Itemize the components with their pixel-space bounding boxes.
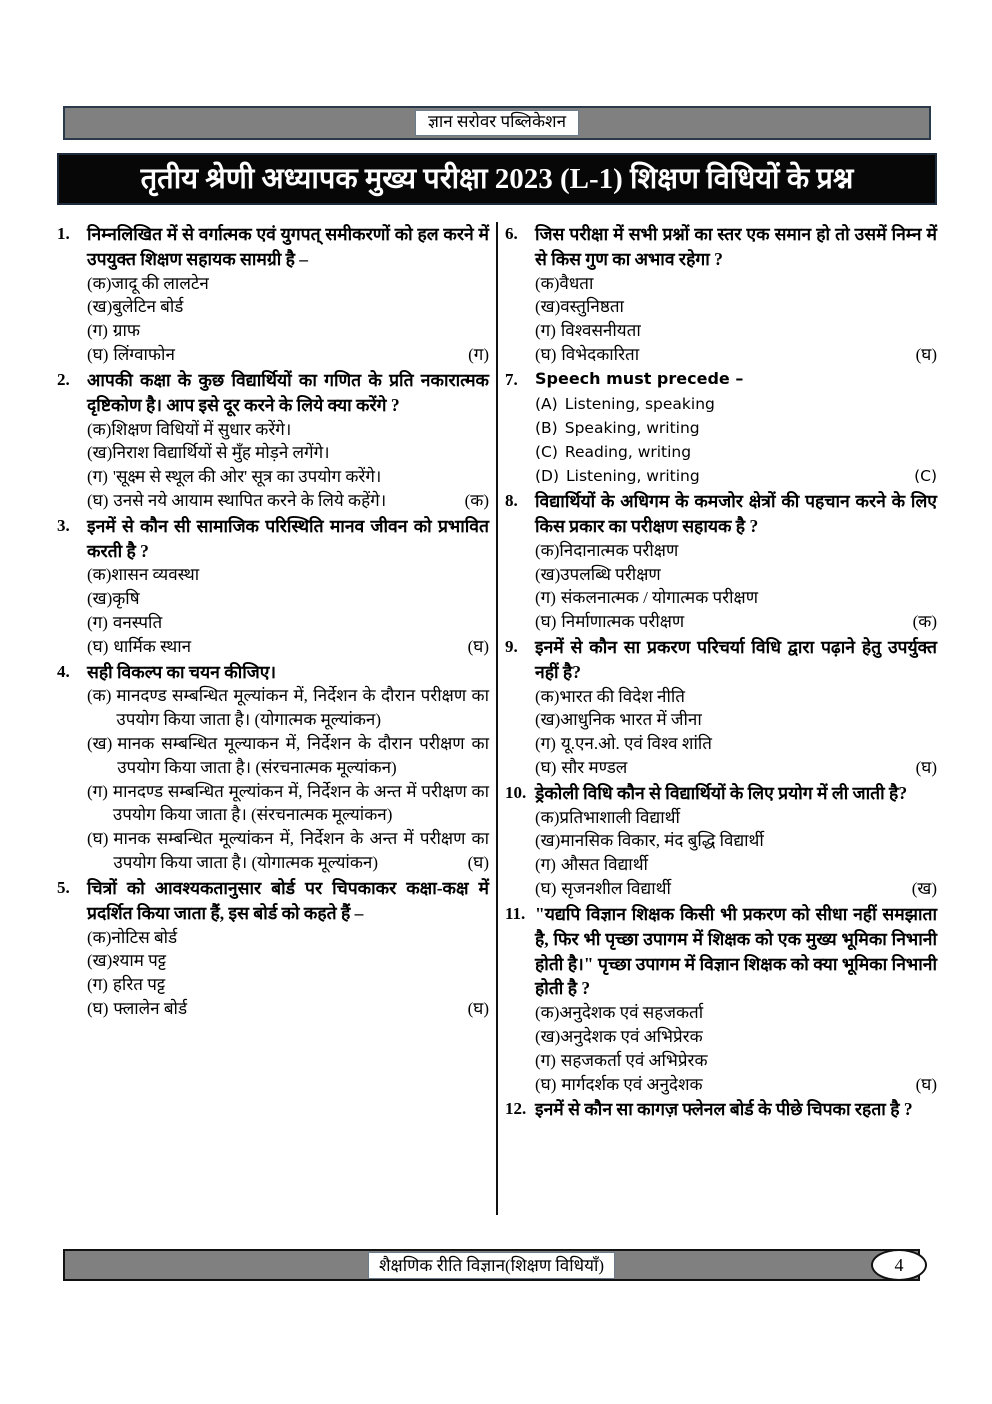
option-body: [113, 611, 489, 635]
option-label: (क): [87, 565, 112, 585]
right-question-column: [505, 222, 937, 1123]
question-header: [505, 222, 937, 272]
question-text: इनमें से कौन सा प्रकरण परिचर्या विधि द्वारा पढ़ाने हेतु उपर्युक्त नहीं है?: [535, 636, 937, 682]
answer-key: (C): [914, 467, 937, 486]
answer-key: (ग): [468, 345, 489, 365]
option-body: [559, 272, 937, 296]
option-text: हरित पट्ट: [112, 975, 166, 995]
option-text: मानसिक विकार, मंद बुद्धि विद्यार्थी: [560, 831, 764, 851]
option-label: (ग): [535, 1050, 556, 1070]
question-header: [57, 514, 489, 564]
option-item[interactable]: [57, 949, 489, 973]
option-text: बुलेटिन बोर्ड: [112, 297, 184, 317]
column-divider: [496, 222, 498, 1215]
option-list: [505, 806, 937, 901]
option-body: [113, 343, 489, 367]
option-item[interactable]: [505, 610, 937, 634]
option-text: शिक्षण विधियों में सुधार करेंगे।: [111, 419, 292, 439]
option-item[interactable]: [505, 1049, 937, 1073]
option-item[interactable]: [505, 392, 937, 416]
option-label: (घ): [535, 1074, 557, 1094]
publisher-name: ज्ञान सरोवर पब्लिकेशन: [415, 110, 579, 136]
option-item[interactable]: [57, 997, 489, 1021]
option-item[interactable]: [57, 732, 489, 780]
option-item[interactable]: [505, 1025, 937, 1049]
option-text: कृषि: [112, 589, 140, 609]
answer-key: (घ): [467, 998, 489, 1018]
option-item[interactable]: [57, 827, 489, 875]
option-label: (ख): [87, 443, 113, 463]
option-text: विभेदकारिता: [561, 345, 640, 365]
option-body: [559, 539, 937, 563]
option-text: अनुदेशक एवं अभिप्रेरक: [560, 1027, 703, 1047]
question-text: इनमें से कौन सा कागज़ फ्लेनल बोर्ड के पीछे चिपका रहता है ?: [535, 1099, 913, 1120]
question-number: 12.: [505, 1099, 527, 1119]
option-body: [561, 732, 937, 756]
footer-subject-label: शैक्षणिक रीति विज्ञान(शिक्षण विधियाँ): [368, 1252, 615, 1279]
option-item[interactable]: [57, 684, 489, 732]
option-body: [112, 441, 489, 465]
option-body: [112, 587, 489, 611]
option-item[interactable]: [505, 416, 937, 440]
question-number: 5.: [57, 877, 70, 897]
option-list: [505, 272, 937, 367]
option-text: Reading, writing: [564, 443, 692, 462]
option-item[interactable]: [57, 489, 489, 513]
option-item[interactable]: [57, 587, 489, 611]
answer-key: (घ): [915, 345, 937, 365]
question-item: [57, 514, 489, 659]
option-body: [111, 418, 489, 442]
option-item[interactable]: [505, 1001, 937, 1025]
option-list: [57, 418, 489, 513]
option-body: [561, 756, 937, 780]
option-item[interactable]: [57, 926, 489, 950]
question-text: ड्रेकोली विधि कौन से विद्यार्थियों के लिए प्रयोग में ली जाती है?: [535, 782, 908, 803]
question-text: इनमें से कौन सी सामाजिक परिस्थिति मानव जीवन को प्रभावित करती है ?: [87, 515, 489, 561]
option-body: [111, 926, 489, 950]
option-item[interactable]: [57, 343, 489, 367]
question-number: 8.: [505, 491, 518, 511]
question-number: 4.: [57, 661, 70, 681]
question-header: [57, 876, 489, 926]
option-body: [560, 829, 937, 853]
answer-key: (क): [912, 612, 937, 632]
option-text: निराश विद्यार्थियों से मुँह मोड़ने लगेंगे।: [112, 443, 330, 463]
option-text: जादू की लालटेन: [111, 273, 209, 293]
question-number: 10.: [505, 782, 527, 802]
option-body: [559, 806, 937, 830]
option-text: 'सूक्ष्म से स्थूल की ओर' सूत्र का उपयोग करेंगे।: [112, 467, 382, 487]
option-label: (घ): [535, 758, 557, 778]
option-label: (ग): [535, 588, 556, 608]
option-item[interactable]: [505, 732, 937, 756]
question-text: सही विकल्प का चयन कीजिए।: [87, 661, 277, 682]
option-body: [561, 1049, 937, 1073]
option-label: (घ): [87, 829, 109, 849]
option-body: [113, 465, 489, 489]
option-label: (क): [535, 686, 560, 706]
option-label: (क): [535, 273, 560, 293]
question-header: [57, 222, 489, 272]
option-label: (घ): [87, 636, 109, 656]
option-item[interactable]: [505, 295, 937, 319]
option-item[interactable]: [57, 272, 489, 296]
option-text: ग्राफ: [112, 321, 141, 341]
option-body: [113, 319, 489, 343]
question-header: [505, 489, 937, 539]
question-text: "यद्यपि विज्ञान शिक्षक किसी भी प्रकरण को सीधा नहीं समझाता है, फिर भी पृच्छा उपागम में शिक्षक को एक मुख्य भूमिका निभानी होती है।" पृच्छा उपागम में विज्ञान शिक्षक को क्या भूमिका निभानी होती है ?: [535, 903, 937, 999]
option-text: प्रतिभाशाली विद्यार्थी: [559, 807, 680, 827]
option-item[interactable]: [505, 877, 937, 901]
option-list: [57, 563, 489, 658]
option-item[interactable]: [57, 973, 489, 997]
option-text: सहजकर्ता एवं अभिप्रेरक: [560, 1050, 708, 1070]
option-text-body: मानदण्ड सम्बन्धित मूल्यांकन में, निर्देशन के दौरान परीक्षण का उपयोग किया जाता है। (योगात्मक मूल्यांकन): [116, 686, 489, 730]
option-body: [561, 343, 937, 367]
option-list: [505, 539, 937, 634]
option-text: सृजनशील विद्यार्थी: [561, 879, 671, 899]
option-item[interactable]: [505, 853, 937, 877]
question-item: [505, 222, 937, 367]
option-label: (क): [535, 540, 560, 560]
option-body: [111, 563, 489, 587]
option-body: [561, 1073, 937, 1097]
option-text: [117, 732, 489, 780]
option-text: [113, 780, 489, 828]
question-header: [505, 1097, 937, 1122]
option-item[interactable]: [505, 586, 937, 610]
question-text: निम्नलिखित में से वर्गात्मक एवं युगपत् समीकरणों को हल करने में उपयुक्त शिक्षण सहायक सामग्री है –: [87, 224, 489, 269]
option-item[interactable]: [57, 319, 489, 343]
option-text-body: मानक सम्बन्धित मूल्याकन में, निर्देशन के दौरान परीक्षण का उपयोग किया जाता है। (संरचनात्मक मूल्यांकन): [117, 734, 489, 777]
option-label: (ख): [535, 297, 561, 317]
option-label: (ख): [87, 734, 113, 754]
option-text: उनसे नये आयाम स्थापित करने के लिये कहेंगे।: [113, 490, 387, 510]
option-item[interactable]: [57, 465, 489, 489]
option-text: श्याम पट्ट: [112, 951, 167, 971]
option-label: (ख): [535, 710, 561, 730]
answer-key: (क): [464, 490, 489, 510]
option-list: [505, 1001, 937, 1096]
question-text: चित्रों को आवश्यकतानुसार बोर्ड पर चिपकाकर कक्षा-कक्ष में प्रदर्शित किया जाता हैं, इस बोर्ड को कहते हैं –: [87, 877, 489, 923]
question-header: [57, 660, 489, 685]
option-text: वस्तुनिष्ठता: [560, 297, 624, 317]
option-label: (ग): [87, 781, 108, 801]
option-item[interactable]: [505, 440, 937, 464]
question-number: 9.: [505, 636, 518, 656]
option-label: (ख): [535, 1027, 561, 1047]
question-number: 7.: [505, 369, 518, 389]
option-text: [116, 684, 489, 732]
option-body: [111, 272, 489, 296]
option-body: [559, 1001, 937, 1025]
answer-key: (घ): [915, 758, 937, 778]
option-label: (ख): [535, 831, 561, 851]
question-number: 1.: [57, 224, 70, 243]
option-body: [112, 949, 489, 973]
option-text: भारत की विदेश नीति: [559, 686, 685, 706]
option-body: [560, 295, 937, 319]
option-item[interactable]: [57, 635, 489, 659]
option-label: (D): [535, 467, 560, 486]
option-item[interactable]: [57, 441, 489, 465]
option-item[interactable]: [57, 295, 489, 319]
option-text: मार्गदर्शक एवं अनुदेशक: [561, 1074, 703, 1094]
option-text: वनस्पति: [112, 613, 163, 633]
question-header: [505, 368, 937, 392]
option-label: (ग): [535, 855, 556, 875]
option-body: [561, 853, 937, 877]
option-body: [565, 416, 937, 440]
question-text: Speech must precede –: [535, 368, 744, 388]
question-text: जिस परीक्षा में सभी प्रश्नों का स्तर एक समान हो तो उसमें निम्न में से किस गुण का अभाव रहेगा ?: [535, 224, 937, 269]
question-item: [505, 635, 937, 780]
option-body: [112, 295, 489, 319]
option-text: आधुनिक भारत में जीना: [560, 710, 702, 730]
question-item: [57, 222, 489, 367]
option-label: (ग): [535, 734, 556, 754]
question-item: [57, 876, 489, 1021]
option-label: (ख): [87, 297, 113, 317]
option-body: [113, 973, 489, 997]
question-item: [505, 902, 937, 1097]
option-text: Listening, writing: [566, 467, 700, 486]
option-body: [113, 635, 489, 659]
option-list: [57, 926, 489, 1021]
option-list: [505, 685, 937, 780]
option-body: [560, 563, 937, 587]
option-item[interactable]: [505, 829, 937, 853]
option-body: [565, 392, 937, 416]
option-label: (क): [535, 807, 560, 827]
answer-key: (घ): [467, 853, 489, 873]
question-number: 6.: [505, 224, 518, 243]
question-text: आपकी कक्षा के कुछ विद्यार्थियों का गणित के प्रति नकारात्मक दृष्टिकोण है। आप इसे दूर करने के लिये क्या करेंगे ?: [87, 369, 489, 415]
footer-bar: [63, 1249, 920, 1281]
option-text: उपलब्धि परीक्षण: [560, 564, 661, 584]
option-item[interactable]: [505, 319, 937, 343]
option-body: [113, 489, 489, 513]
option-label: (घ): [535, 612, 557, 632]
question-number: 11.: [505, 903, 526, 923]
option-label: (ग): [87, 321, 108, 341]
option-text-body: मानक सम्बन्धित मूल्यांकन में, निर्देशन के अन्त में परीक्षण का उपयोग किया जाता है। (योगात्मक मूल्यांकन): [113, 829, 489, 873]
option-item[interactable]: [505, 708, 937, 732]
option-label: (A): [535, 395, 558, 413]
option-label: (घ): [87, 490, 109, 510]
option-body: [561, 610, 937, 634]
page-number-badge: 4: [871, 1249, 927, 1281]
question-header: [505, 902, 937, 1001]
option-body: [113, 997, 489, 1021]
question-columns: [57, 222, 937, 1222]
option-text: नोटिस बोर्ड: [111, 927, 178, 947]
left-question-column: [57, 222, 489, 1022]
option-body: [560, 708, 937, 732]
option-text: Listening, speaking: [564, 395, 715, 413]
question-header: [57, 368, 489, 418]
option-text: धार्मिक स्थान: [113, 636, 192, 656]
option-text: निर्माणात्मक परीक्षण: [561, 612, 685, 632]
option-item[interactable]: [505, 563, 937, 587]
option-text: निदानात्मक परीक्षण: [559, 540, 679, 560]
option-label: (ख): [87, 589, 113, 609]
option-text: वैधता: [559, 273, 594, 293]
question-item: [505, 368, 937, 488]
question-text: विद्यार्थियों के अधिगम के कमजोर क्षेत्रों की पहचान करने के लिए किस प्रकार का परीक्षण सहायक है ?: [535, 491, 937, 536]
option-label: (घ): [535, 345, 557, 365]
option-text: Speaking, writing: [564, 419, 700, 438]
option-label: (ख): [535, 564, 561, 584]
option-text: शासन व्यवस्था: [111, 565, 200, 585]
answer-key: (ख): [911, 879, 937, 899]
option-label: (क): [87, 273, 112, 293]
answer-key: (घ): [467, 636, 489, 656]
question-header: [505, 781, 937, 806]
question-item: [505, 1097, 937, 1122]
option-item[interactable]: [57, 780, 489, 828]
option-body: [561, 586, 937, 610]
question-item: [57, 368, 489, 513]
option-text: संकलनात्मक / योगात्मक परीक्षण: [560, 588, 759, 608]
option-label: (B): [535, 419, 558, 438]
option-label: (घ): [87, 345, 109, 365]
option-label: (क): [87, 927, 112, 947]
option-text-body: मानदण्ड सम्बन्धित मूल्यांकन में, निर्देशन के अन्त में परीक्षण का उपयोग किया जाता है। (संरचनात्मक मूल्यांकन): [112, 781, 489, 825]
option-list: [505, 392, 937, 488]
option-item[interactable]: [505, 685, 937, 709]
question-item: [57, 660, 489, 875]
option-label: (ग): [535, 321, 556, 341]
option-item[interactable]: [505, 1073, 937, 1097]
option-body: [561, 319, 937, 343]
option-text: औसत विद्यार्थी: [560, 855, 648, 875]
answer-key: (घ): [915, 1074, 937, 1094]
option-item[interactable]: [57, 611, 489, 635]
option-list: [57, 272, 489, 367]
option-text: अनुदेशक एवं सहजकर्ता: [559, 1003, 704, 1023]
exam-title-bar: [57, 153, 937, 205]
option-body: [565, 440, 937, 464]
option-label: (क): [535, 1003, 560, 1023]
option-label: (ग): [87, 975, 108, 995]
option-body: [566, 464, 937, 488]
option-text: यू.एन.ओ. एवं विश्व शांति: [560, 734, 712, 754]
option-item[interactable]: [505, 539, 937, 563]
question-item: [505, 489, 937, 634]
option-label: (ग): [87, 613, 108, 633]
option-item[interactable]: [505, 343, 937, 367]
option-body: [559, 685, 937, 709]
option-body: [560, 1025, 937, 1049]
option-text: फ्लालेन बोर्ड: [113, 998, 188, 1018]
page-title: तृतीय श्रेणी अध्यापक मुख्य परीक्षा 2023 (L-1) शिक्षण विधियों के प्रश्न: [140, 162, 854, 195]
option-label: (ग): [87, 467, 108, 487]
option-item[interactable]: [505, 272, 937, 296]
option-label: (घ): [535, 879, 557, 899]
question-item: [505, 781, 937, 901]
option-label: (क): [87, 419, 112, 439]
option-text: लिंग्वाफोन: [113, 345, 175, 365]
publisher-header-bar: [63, 106, 931, 140]
option-text: विश्वसनीयता: [560, 321, 641, 341]
option-item[interactable]: [57, 418, 489, 442]
option-text: [113, 827, 489, 875]
question-number: 2.: [57, 369, 70, 389]
option-body: [561, 877, 937, 901]
option-item[interactable]: [505, 756, 937, 780]
option-item[interactable]: [57, 563, 489, 587]
option-list: [57, 684, 489, 874]
option-item[interactable]: [505, 464, 937, 488]
question-number: 3.: [57, 515, 70, 535]
option-label: (C): [535, 443, 558, 462]
option-label: (घ): [87, 998, 109, 1018]
option-text: सौर मण्डल: [561, 758, 628, 778]
option-item[interactable]: [505, 806, 937, 830]
question-header: [505, 635, 937, 685]
option-label: (ख): [87, 951, 113, 971]
option-label: (क): [87, 686, 112, 706]
